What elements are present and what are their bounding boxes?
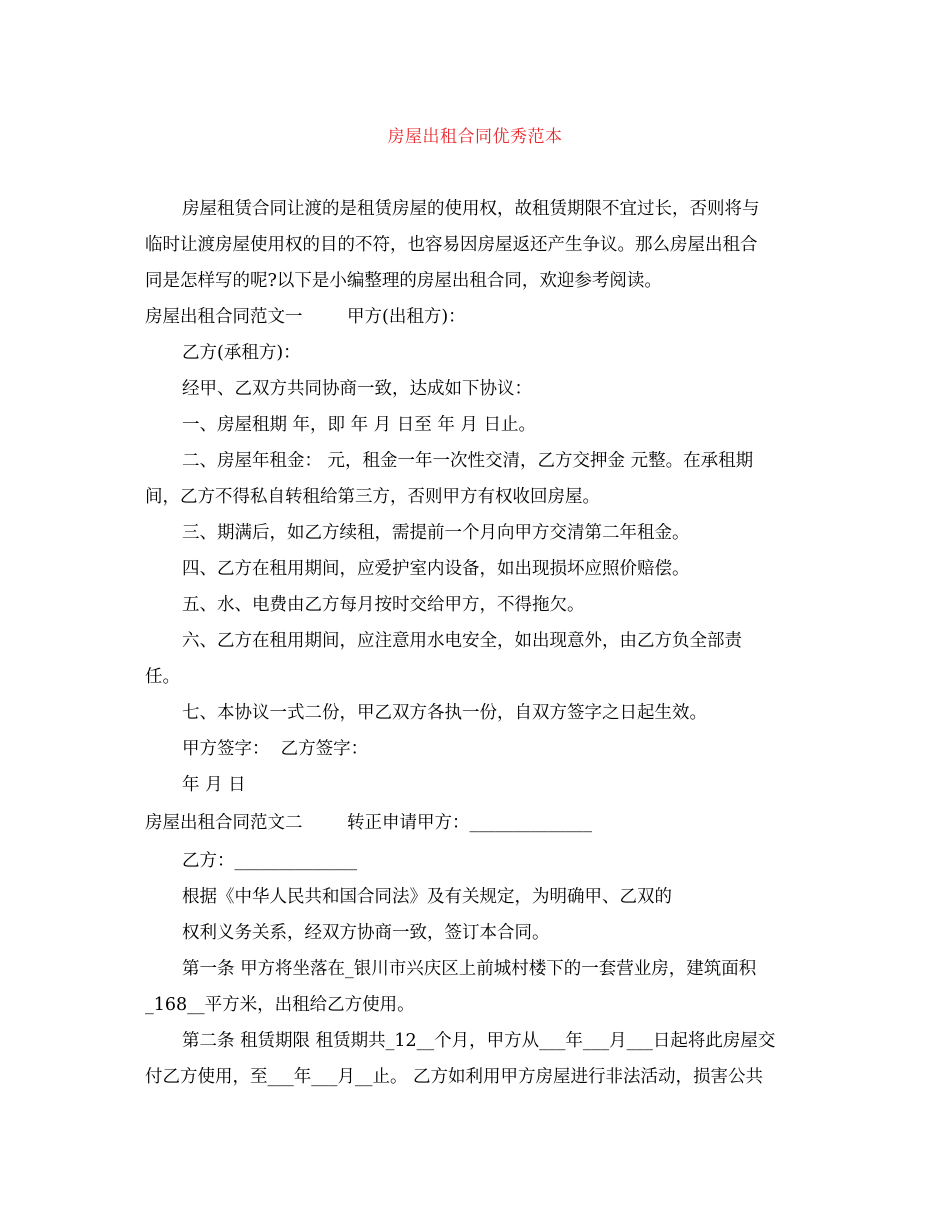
signature-line: 甲方签字： 乙方签字：: [182, 739, 369, 759]
section-heading: 房屋出租合同范文一 甲方(出租方)：: [145, 307, 466, 327]
body-line: 根据《中华人民共和国合同法》及有关规定，为明确甲、乙双的: [182, 887, 672, 907]
clause-line: 六、乙方在租用期间，应注意用水电安全，如出现意外，由乙方负全部责: [182, 631, 742, 651]
clause-line: 四、乙方在租用期间，应爱护室内设备，如出现损坏应照价赔偿。: [182, 559, 690, 579]
date-line: 年 月 日: [182, 775, 246, 795]
clause-line: 第一条 甲方将坐落在_银川市兴庆区上前城村楼下的一套营业房，建筑面积: [182, 959, 757, 979]
clause-line: 间，乙方不得私自转租给第三方，否则甲方有权收回房屋。: [145, 487, 600, 507]
clause-line: 二、房屋年租金： 元，租金一年一次性交清，乙方交押金 元整。在承租期: [182, 451, 754, 471]
body-line: 权利义务关系，经双方协商一致，签订本合同。: [182, 923, 550, 943]
section-heading: 房屋出租合同范文二 转正申请甲方：______________: [145, 813, 593, 833]
clause-line: 付乙方使用，至___年___月__止。 乙方如利用甲方房屋进行非法活动，损害公共: [145, 1067, 764, 1087]
body-line: 乙方(承租方)：: [182, 343, 301, 363]
clause-line: 第二条 租赁期限 租赁期共_12__个月，甲方从___年___月___日起将此房屋交: [182, 1031, 776, 1051]
clause-line: _168__平方米，出租给乙方使用。: [145, 995, 415, 1015]
document-title: 房屋出租合同优秀范本: [387, 127, 563, 147]
body-line: 同是怎样写的呢?以下是小编整理的房屋出租合同，欢迎参考阅读。: [145, 271, 662, 291]
clause-line: 三、期满后，如乙方续租，需提前一个月向甲方交清第二年租金。: [182, 523, 690, 543]
clause-line: 七、本协议一式二份，甲乙双方各执一份，自双方签字之日起生效。: [182, 703, 707, 723]
clause-line: 五、水、电费由乙方每月按时交给甲方，不得拖欠。: [182, 595, 585, 615]
body-line: 临时让渡房屋使用权的目的不符，也容易因房屋返还产生争议。那么房屋出租合: [145, 235, 758, 255]
body-line: 房屋租赁合同让渡的是租赁房屋的使用权，故租赁期限不宜过长，否则将与: [182, 199, 760, 219]
clause-line: 任。: [145, 667, 180, 687]
clause-line: 一、房屋租期 年，即 年 月 日至 年 月 日止。: [182, 415, 536, 435]
body-line: 经甲、乙双方共同协商一致，达成如下协议：: [182, 379, 532, 399]
body-line: 乙方：______________: [182, 851, 357, 871]
